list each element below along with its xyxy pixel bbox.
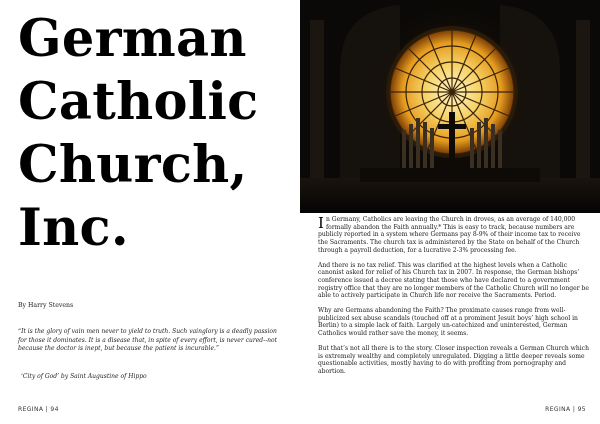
title-line: Catholic — [18, 72, 259, 132]
drop-cap: I — [318, 214, 324, 232]
article-title — [18, 8, 298, 260]
body-paragraph — [318, 216, 592, 255]
rose-window-icon — [300, 0, 600, 213]
title-line: German — [18, 9, 247, 69]
cathedral-photo — [300, 0, 600, 213]
right-page — [300, 0, 600, 424]
body-paragraph: But that’s not all there is to the story. Closer inspection reveals a German Church which is extremely wealthy and completely unregulated. Digging a little deeper reveals some questionable activities, mostly having to do with profiting from pornography and abortion. — [318, 344, 589, 375]
byline: By Harry Stevens — [18, 302, 74, 309]
paragraph-text: n Germany, Catholics are leaving the Church in droves, as an average of 140,000 formally abandon the Faith annually.* This is easy to track, because numbers are publicly reported in a system where Germans pay 8-9% of their income tax to receive the Sacraments. The church tax is administered by the State on behalf of the Church through a payroll deduction, for a lucrative 2-3% processing fee. — [318, 216, 581, 254]
epigraph-quote: “It is the glory of vain men never to yield to truth. Such vainglory is a deadly passion for those it dominates. It is a disease that, in spite of every effort, is never cured--not because the doctor is inept, but because the patient is incurable.” — [18, 328, 278, 353]
article-body — [318, 216, 592, 383]
body-paragraph: Why are Germans abandoning the Faith? The proximate causes range from well-publicized sex abuse scandals (touched off at a prominent Jesuit boys’ high school in Berlin) to a simple lack of faith. Largely un-catechized and uninterested, German Catholics would rather save the money, it seems. — [318, 307, 578, 338]
body-paragraph: And there is no tax relief. This was clarified at the highest levels when a Catholic canonist asked for relief of his Church tax in 2007. In response, the German bishops’ conference issued a decree stating that those who have declared to a government registry office that they are no longer members of the Catholic Church will no longer be able to actively participate in Church life nor receive the Sacraments. Period. — [318, 261, 589, 300]
page-folio-left: REGINA | 94 — [18, 406, 59, 413]
title-line: Church, — [18, 135, 248, 195]
page-folio-right: REGINA | 95 — [545, 406, 586, 413]
epigraph-source: ‘City of God’ by Saint Augustine of Hippo — [21, 373, 147, 380]
title-line: Inc. — [18, 198, 129, 258]
